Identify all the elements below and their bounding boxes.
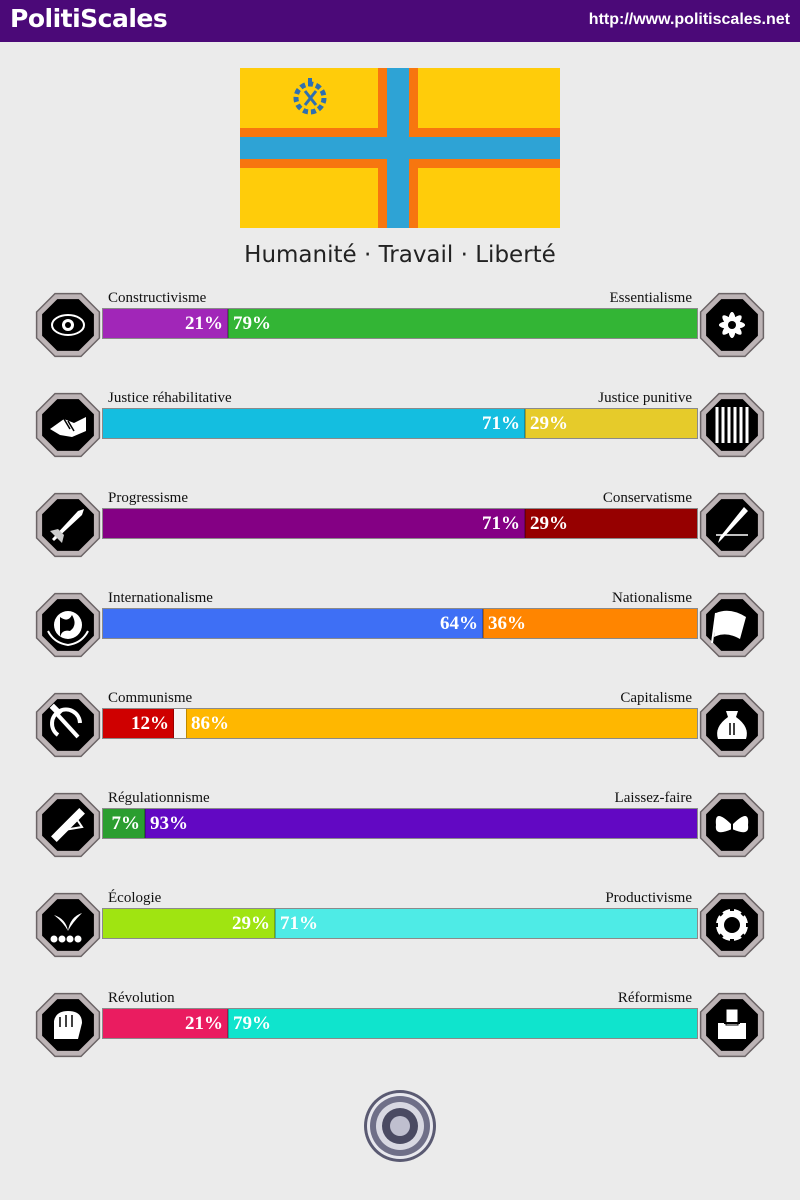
axis-left-label: Écologie bbox=[108, 890, 162, 906]
handshake-icon bbox=[33, 390, 103, 460]
globe-icon bbox=[33, 590, 103, 660]
axis-left-label: Justice réhabilitative bbox=[108, 390, 232, 406]
axis-left-label: Internationalisme bbox=[108, 590, 213, 606]
axis-left-label: Communisme bbox=[108, 690, 193, 706]
axis-bar bbox=[102, 508, 698, 539]
axis-right-segment: 36% bbox=[483, 609, 697, 638]
axis-right-label: Laissez-faire bbox=[614, 790, 692, 806]
axis-left-label: Régulationnisme bbox=[108, 790, 210, 806]
quill-icon bbox=[697, 490, 767, 560]
axis-row bbox=[0, 390, 800, 470]
axis-left-label: Révolution bbox=[108, 990, 175, 1006]
ruler-icon bbox=[33, 790, 103, 860]
axis-right-label: Capitalisme bbox=[620, 690, 692, 706]
axis-row bbox=[0, 290, 800, 370]
butterfly-icon bbox=[697, 790, 767, 860]
axis-row bbox=[0, 790, 800, 870]
rocket-icon bbox=[33, 490, 103, 560]
politiscales-seal-icon bbox=[362, 1088, 438, 1164]
axis-bar bbox=[102, 808, 698, 839]
axis-right-label: Essentialisme bbox=[609, 290, 692, 306]
ballot-box-icon bbox=[697, 990, 767, 1060]
axis-right-label: Conservatisme bbox=[602, 490, 692, 506]
header-bar bbox=[0, 0, 800, 42]
sprout-icon bbox=[33, 890, 103, 960]
axis-row bbox=[0, 890, 800, 970]
axis-right-segment: 79% bbox=[228, 309, 697, 338]
axis-left-segment: 71% bbox=[103, 509, 525, 538]
axis-right-segment: 79% bbox=[228, 1009, 697, 1038]
flag bbox=[240, 68, 560, 228]
axis-left-segment: 21% bbox=[103, 309, 228, 338]
axis-right-segment: 71% bbox=[275, 909, 697, 938]
axis-right-segment: 86% bbox=[186, 709, 697, 738]
axis-right-segment: 29% bbox=[525, 509, 697, 538]
flower-icon bbox=[697, 290, 767, 360]
axis-left-segment: 64% bbox=[103, 609, 483, 638]
axis-left-segment: 21% bbox=[103, 1009, 228, 1038]
axis-right-label: Réformisme bbox=[617, 990, 692, 1006]
site-url[interactable]: http://www.politiscales.net bbox=[588, 11, 790, 28]
app-title: PolitiScales bbox=[10, 4, 168, 33]
axis-left-segment: 7% bbox=[103, 809, 145, 838]
fist-icon bbox=[33, 990, 103, 1060]
axis-left-segment: 12% bbox=[103, 709, 174, 738]
gear-icon bbox=[697, 890, 767, 960]
eye-icon bbox=[33, 290, 103, 360]
axis-left-label: Constructivisme bbox=[108, 290, 207, 306]
axis-row bbox=[0, 990, 800, 1070]
axis-right-label: Justice punitive bbox=[598, 390, 692, 406]
axis-left-segment: 71% bbox=[103, 409, 525, 438]
axis-bar bbox=[102, 408, 698, 439]
prison-bars-icon bbox=[697, 390, 767, 460]
axis-bar bbox=[102, 308, 698, 339]
axis-left-segment: 29% bbox=[103, 909, 275, 938]
axis-bar bbox=[102, 608, 698, 639]
axis-right-label: Nationalisme bbox=[612, 590, 692, 606]
axis-bar bbox=[102, 1008, 698, 1039]
axis-row bbox=[0, 490, 800, 570]
axis-row bbox=[0, 690, 800, 770]
axis-right-segment: 29% bbox=[525, 409, 697, 438]
flag-cross-inner-horizontal bbox=[240, 137, 560, 159]
axis-left-label: Progressisme bbox=[108, 490, 188, 506]
flag-icon bbox=[697, 590, 767, 660]
slogan: Humanité · Travail · Liberté bbox=[244, 242, 556, 268]
axis-right-label: Productivisme bbox=[605, 890, 692, 906]
money-bag-icon bbox=[697, 690, 767, 760]
hammer-sickle-icon bbox=[33, 690, 103, 760]
axis-bar bbox=[102, 708, 698, 739]
axis-bar bbox=[102, 908, 698, 939]
axis-right-segment: 93% bbox=[145, 809, 697, 838]
axis-row bbox=[0, 590, 800, 670]
